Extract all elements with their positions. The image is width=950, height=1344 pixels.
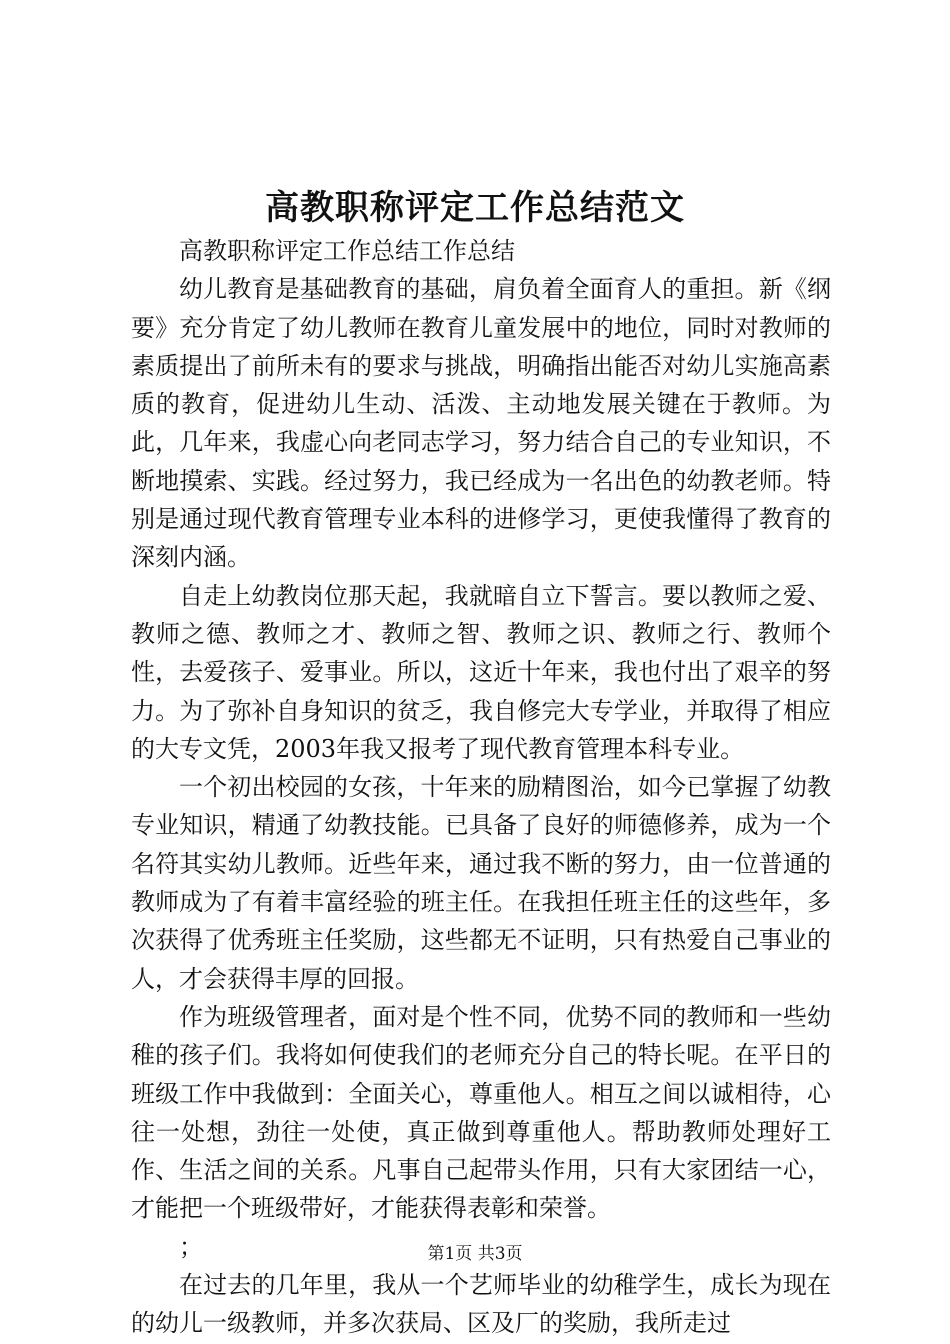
document-body xyxy=(131,232,831,1343)
paragraph: 幼儿教育是基础教育的基础，肩负着全面育人的重担。新《纲要》充分肯定了幼儿教师在教育儿童发展中的地位，同时对教师的素质提出了前所未有的要求与挑战，明确指出能否对幼儿实施高素质的教育，促进幼儿生动、活泼、主动地发展关键在于教师。为此，几年来，我虚心向老同志学习，努力结合自己的专业知识，不断地摸索、实践。经过努力，我已经成为一名出色的幼教老师。特别是通过现代教育管理专业本科的进修学习，更使我懂得了教育的深刻内涵。 xyxy=(131,275,831,572)
paragraph: 作为班级管理者，面对是个性不同，优势不同的教师和一些幼稚的孩子们。我将如何使我们的老师充分自己的特长呢。在平日的班级工作中我做到：全面关心，尊重他人。相互之间以诚相待，心往一处想，劲往一处使，真正做到尊重他人。帮助教师处理好工作、生活之间的关系。凡事自己起带头作用，只有大家团结一心，才能把一个班级带好，才能获得表彰和荣誉。 xyxy=(131,1002,831,1223)
document-subtitle: 高教职称评定工作总结工作总结 xyxy=(179,237,515,265)
paragraph: 在过去的几年里，我从一个艺师毕业的幼稚学生，成长为现在的幼儿一级教师，并多次获局、区及厂的奖励，我所走过 xyxy=(131,1271,831,1338)
paragraph: 一个初出校园的女孩，十年来的励精图治，如今已掌握了幼教专业知识，精通了幼教技能。已具备了良好的师德修养，成为一个名符其实幼儿教师。近些年来，通过我不断的努力，由一位普通的教师成为了有着丰富经验的班主任。在我担任班主任的这些年，多次获得了优秀班主任奖励，这些都无不证明，只有热爱自己事业的人，才会获得丰厚的回报。 xyxy=(131,773,831,993)
document-title: 高教职称评定工作总结范文 xyxy=(265,188,685,228)
separator-mark: ； xyxy=(179,1232,203,1261)
page-number-footer: 第1页 共3页 xyxy=(427,1244,523,1264)
paragraph: 自走上幼教岗位那天起，我就暗自立下誓言。要以教师之爱、教师之德、教师之才、教师之智、教师之识、教师之行、教师个性，去爱孩子、爱事业。所以，这近十年来，我也付出了艰辛的努力。为了弥补自身知识的贫乏，我自修完大专学业，并取得了相应的大专文凭，2003年我又报考了现代教育管理本科专业。 xyxy=(131,581,831,763)
